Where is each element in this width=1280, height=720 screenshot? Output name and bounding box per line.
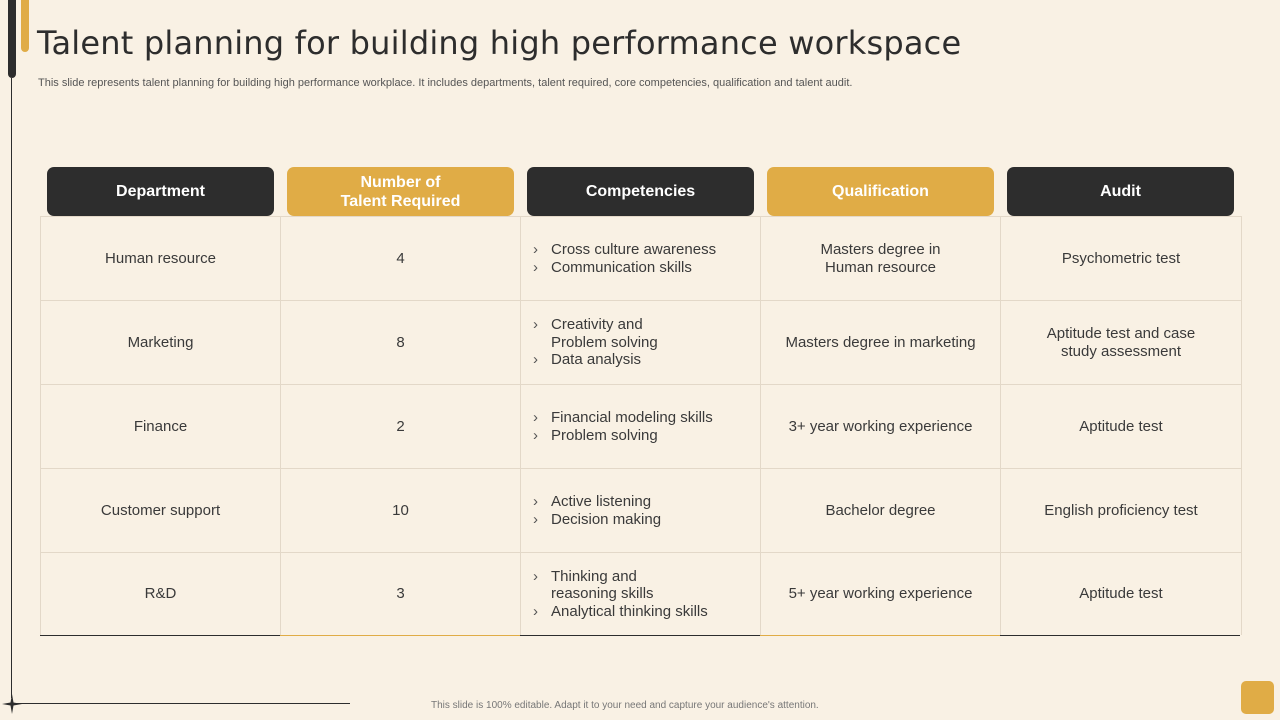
audit-cell [1001, 385, 1241, 468]
qualification-cell [761, 469, 1001, 552]
competency-line: › Thinking and [551, 567, 637, 585]
competency-list [533, 316, 658, 369]
decorative-horizontal-line [12, 703, 350, 704]
department-value: Customer support [100, 501, 221, 519]
decorative-vertical-line [11, 78, 12, 698]
qualification-line: Masters degree in [820, 240, 941, 258]
competency-line: reasoning skills [551, 585, 654, 603]
competencies-cell [521, 469, 761, 552]
header-department-label: Department [116, 183, 205, 200]
audit-line: English proficiency test [1044, 501, 1198, 519]
competencies-cell [521, 553, 761, 635]
audit-line: Aptitude test and case [1046, 324, 1196, 342]
table-bottom-accent [280, 635, 520, 636]
competency-item: › Analytical thinking skills [533, 603, 708, 621]
talent-cell [281, 301, 521, 384]
department-cell [41, 553, 281, 635]
qualification-line: Masters degree in marketing [785, 333, 976, 351]
competency-item: › Cross culture awareness [533, 241, 716, 259]
competency-list [533, 493, 661, 528]
qualification-line: 3+ year working experience [788, 417, 973, 435]
talent-value: 4 [396, 249, 405, 267]
page-title: Talent planning for building high performance workspace [37, 24, 962, 62]
talent-value: 8 [396, 333, 405, 351]
competency-item: › Communication skills [533, 259, 716, 277]
competency-list [533, 568, 708, 621]
header-qualification-label: Qualification [832, 183, 929, 200]
competency-item: › Decision making [533, 511, 661, 529]
audit-cell [1001, 553, 1241, 635]
competencies-cell [521, 217, 761, 300]
department-cell [41, 301, 281, 384]
competency-line: Problem solving [551, 333, 658, 351]
qualification-cell [761, 385, 1001, 468]
audit-line: study assessment [1060, 342, 1182, 360]
competency-item: › Data analysis [533, 351, 658, 369]
competency-line: › Creativity and [551, 316, 643, 334]
competency-list [533, 409, 713, 444]
competency-item: › Problem solving [533, 427, 713, 445]
qualification-cell [761, 553, 1001, 635]
header-talent-line1: Number of [360, 173, 441, 191]
department-value: Finance [133, 417, 188, 435]
qualification-line: Human resource [825, 258, 936, 276]
department-value: Human resource [105, 249, 216, 267]
competencies-cell [521, 385, 761, 468]
header-department [47, 167, 274, 216]
department-cell [41, 217, 281, 300]
talent-cell [281, 217, 521, 300]
header-competencies-label: Competencies [585, 183, 696, 200]
competency-item [533, 316, 658, 351]
header-competencies [527, 167, 754, 216]
qualification-cell [761, 301, 1001, 384]
qualification-line: Bachelor degree [825, 501, 936, 519]
competency-item: › Financial modeling skills [533, 409, 713, 427]
talent-cell [281, 385, 521, 468]
department-cell [41, 469, 281, 552]
talent-cell [281, 553, 521, 635]
audit-line: Aptitude test [1079, 417, 1163, 435]
table-row [41, 300, 1241, 384]
header-audit-label: Audit [1100, 183, 1141, 200]
audit-line: Psychometric test [1061, 249, 1181, 267]
competency-item: › Active listening [533, 493, 661, 511]
table-row [41, 216, 1241, 300]
corner-decoration [1241, 681, 1274, 714]
competency-list [533, 241, 716, 276]
qualification-cell [761, 217, 1001, 300]
table-bottom-border [40, 635, 1240, 636]
table-row [41, 468, 1241, 552]
table-bottom-accent [760, 635, 1000, 636]
header-talent-line2: Talent Required [340, 192, 461, 210]
qualification-line: 5+ year working experience [788, 585, 973, 602]
talent-table [40, 216, 1242, 635]
header-audit [1007, 167, 1234, 216]
audit-cell [1001, 217, 1241, 300]
talent-value: 10 [392, 501, 409, 519]
accent-bar-gold [21, 0, 29, 52]
table-row [41, 384, 1241, 468]
department-value: R&D [144, 585, 177, 602]
audit-line: Aptitude test [1079, 585, 1163, 602]
sparkle-icon [2, 694, 22, 714]
header-talent-required [287, 167, 514, 216]
audit-cell [1001, 301, 1241, 384]
department-value: Marketing [127, 333, 194, 351]
audit-cell [1001, 469, 1241, 552]
competencies-cell [521, 301, 761, 384]
competency-item [533, 568, 708, 603]
header-qualification [767, 167, 994, 216]
footer-note: This slide is 100% editable. Adapt it to your need and capture your audience's attention. [431, 700, 819, 711]
department-cell [41, 385, 281, 468]
table-row [41, 552, 1241, 635]
accent-bar-dark [8, 0, 16, 78]
page-subtitle: This slide represents talent planning for building high performance workplace. It includes departments, talent required, core competencies, qualification and talent audit. [38, 77, 853, 89]
talent-value: 3 [396, 585, 405, 602]
talent-value: 2 [396, 417, 405, 435]
talent-cell [281, 469, 521, 552]
